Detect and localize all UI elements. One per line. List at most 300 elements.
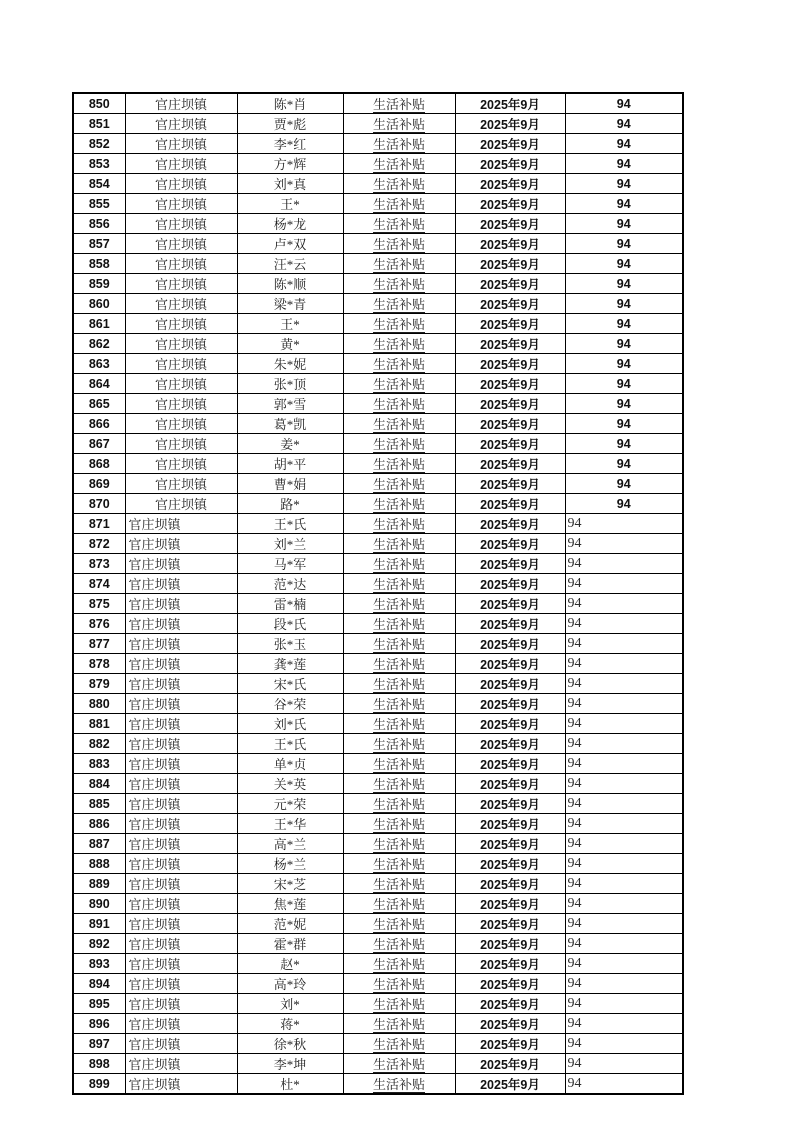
cell-seq: 871 bbox=[73, 514, 125, 534]
table-row bbox=[73, 874, 683, 894]
table-row bbox=[73, 234, 683, 254]
cell-type: 生活补贴 bbox=[343, 794, 455, 814]
cell-month: 2025年9月 bbox=[455, 454, 565, 474]
cell-amount: 94 bbox=[565, 234, 683, 254]
cell-type: 生活补贴 bbox=[343, 374, 455, 394]
cell-month: 2025年9月 bbox=[455, 934, 565, 954]
table-row bbox=[73, 694, 683, 714]
table-row bbox=[73, 674, 683, 694]
cell-name: 姜* bbox=[237, 434, 343, 454]
table-row bbox=[73, 774, 683, 794]
cell-town: 官庄坝镇 bbox=[125, 1074, 237, 1095]
table-row bbox=[73, 254, 683, 274]
cell-type: 生活补贴 bbox=[343, 454, 455, 474]
cell-month: 2025年9月 bbox=[455, 914, 565, 934]
cell-town: 官庄坝镇 bbox=[125, 974, 237, 994]
cell-type: 生活补贴 bbox=[343, 854, 455, 874]
cell-town: 官庄坝镇 bbox=[125, 694, 237, 714]
cell-month: 2025年9月 bbox=[455, 734, 565, 754]
cell-name: 黄* bbox=[237, 334, 343, 354]
cell-month: 2025年9月 bbox=[455, 874, 565, 894]
cell-type: 生活补贴 bbox=[343, 1054, 455, 1074]
cell-type: 生活补贴 bbox=[343, 874, 455, 894]
cell-amount: 94 bbox=[565, 93, 683, 114]
cell-seq: 860 bbox=[73, 294, 125, 314]
cell-amount: 94 bbox=[565, 674, 683, 694]
cell-seq: 855 bbox=[73, 194, 125, 214]
cell-month: 2025年9月 bbox=[455, 414, 565, 434]
table-row bbox=[73, 134, 683, 154]
cell-amount: 94 bbox=[565, 494, 683, 514]
cell-town: 官庄坝镇 bbox=[125, 234, 237, 254]
cell-seq: 886 bbox=[73, 814, 125, 834]
cell-town: 官庄坝镇 bbox=[125, 574, 237, 594]
cell-type: 生活补贴 bbox=[343, 254, 455, 274]
cell-month: 2025年9月 bbox=[455, 474, 565, 494]
cell-seq: 869 bbox=[73, 474, 125, 494]
cell-name: 马*军 bbox=[237, 554, 343, 574]
table-row bbox=[73, 714, 683, 734]
cell-seq: 874 bbox=[73, 574, 125, 594]
table-row bbox=[73, 434, 683, 454]
cell-type: 生活补贴 bbox=[343, 714, 455, 734]
cell-type: 生活补贴 bbox=[343, 434, 455, 454]
cell-seq: 883 bbox=[73, 754, 125, 774]
cell-town: 官庄坝镇 bbox=[125, 634, 237, 654]
cell-month: 2025年9月 bbox=[455, 274, 565, 294]
cell-amount: 94 bbox=[565, 454, 683, 474]
cell-type: 生活补贴 bbox=[343, 974, 455, 994]
cell-name: 元*荣 bbox=[237, 794, 343, 814]
cell-type: 生活补贴 bbox=[343, 594, 455, 614]
cell-amount: 94 bbox=[565, 614, 683, 634]
cell-month: 2025年9月 bbox=[455, 574, 565, 594]
table-row bbox=[73, 1074, 683, 1095]
cell-month: 2025年9月 bbox=[455, 1074, 565, 1095]
cell-month: 2025年9月 bbox=[455, 654, 565, 674]
cell-seq: 857 bbox=[73, 234, 125, 254]
cell-seq: 866 bbox=[73, 414, 125, 434]
cell-name: 赵* bbox=[237, 954, 343, 974]
table-row bbox=[73, 614, 683, 634]
cell-month: 2025年9月 bbox=[455, 134, 565, 154]
cell-amount: 94 bbox=[565, 154, 683, 174]
table-row bbox=[73, 1054, 683, 1074]
cell-month: 2025年9月 bbox=[455, 534, 565, 554]
cell-town: 官庄坝镇 bbox=[125, 774, 237, 794]
cell-month: 2025年9月 bbox=[455, 594, 565, 614]
cell-type: 生活补贴 bbox=[343, 934, 455, 954]
cell-type: 生活补贴 bbox=[343, 894, 455, 914]
cell-type: 生活补贴 bbox=[343, 214, 455, 234]
cell-seq: 861 bbox=[73, 314, 125, 334]
cell-name: 刘*真 bbox=[237, 174, 343, 194]
cell-type: 生活补贴 bbox=[343, 234, 455, 254]
cell-month: 2025年9月 bbox=[455, 894, 565, 914]
table-row bbox=[73, 994, 683, 1014]
cell-amount: 94 bbox=[565, 554, 683, 574]
cell-town: 官庄坝镇 bbox=[125, 374, 237, 394]
cell-town: 官庄坝镇 bbox=[125, 214, 237, 234]
cell-type: 生活补贴 bbox=[343, 834, 455, 854]
cell-name: 汪*云 bbox=[237, 254, 343, 274]
cell-type: 生活补贴 bbox=[343, 93, 455, 114]
cell-month: 2025年9月 bbox=[455, 93, 565, 114]
cell-town: 官庄坝镇 bbox=[125, 454, 237, 474]
cell-town: 官庄坝镇 bbox=[125, 394, 237, 414]
cell-name: 卢*双 bbox=[237, 234, 343, 254]
cell-seq: 868 bbox=[73, 454, 125, 474]
cell-town: 官庄坝镇 bbox=[125, 614, 237, 634]
cell-town: 官庄坝镇 bbox=[125, 854, 237, 874]
cell-type: 生活补贴 bbox=[343, 1034, 455, 1054]
cell-name: 焦*莲 bbox=[237, 894, 343, 914]
cell-type: 生活补贴 bbox=[343, 334, 455, 354]
cell-seq: 863 bbox=[73, 354, 125, 374]
cell-seq: 882 bbox=[73, 734, 125, 754]
cell-type: 生活补贴 bbox=[343, 274, 455, 294]
cell-name: 谷*荣 bbox=[237, 694, 343, 714]
cell-seq: 859 bbox=[73, 274, 125, 294]
cell-amount: 94 bbox=[565, 274, 683, 294]
cell-type: 生活补贴 bbox=[343, 494, 455, 514]
cell-name: 杨*龙 bbox=[237, 214, 343, 234]
cell-town: 官庄坝镇 bbox=[125, 554, 237, 574]
table-row bbox=[73, 93, 683, 114]
cell-type: 生活补贴 bbox=[343, 474, 455, 494]
cell-name: 王*氏 bbox=[237, 514, 343, 534]
table-row bbox=[73, 794, 683, 814]
cell-type: 生活补贴 bbox=[343, 554, 455, 574]
table-row bbox=[73, 594, 683, 614]
cell-amount: 94 bbox=[565, 794, 683, 814]
cell-town: 官庄坝镇 bbox=[125, 674, 237, 694]
table-row bbox=[73, 634, 683, 654]
cell-amount: 94 bbox=[565, 1014, 683, 1034]
cell-town: 官庄坝镇 bbox=[125, 594, 237, 614]
cell-amount: 94 bbox=[565, 434, 683, 454]
cell-name: 宋*芝 bbox=[237, 874, 343, 894]
table-row bbox=[73, 174, 683, 194]
cell-town: 官庄坝镇 bbox=[125, 254, 237, 274]
cell-name: 宋*氏 bbox=[237, 674, 343, 694]
table-row bbox=[73, 754, 683, 774]
cell-amount: 94 bbox=[565, 954, 683, 974]
table-row bbox=[73, 834, 683, 854]
cell-town: 官庄坝镇 bbox=[125, 334, 237, 354]
cell-town: 官庄坝镇 bbox=[125, 174, 237, 194]
cell-amount: 94 bbox=[565, 734, 683, 754]
cell-name: 梁*青 bbox=[237, 294, 343, 314]
table-row bbox=[73, 854, 683, 874]
table-row bbox=[73, 914, 683, 934]
cell-seq: 856 bbox=[73, 214, 125, 234]
cell-name: 王* bbox=[237, 314, 343, 334]
cell-amount: 94 bbox=[565, 834, 683, 854]
cell-month: 2025年9月 bbox=[455, 714, 565, 734]
cell-amount: 94 bbox=[565, 534, 683, 554]
cell-amount: 94 bbox=[565, 194, 683, 214]
cell-month: 2025年9月 bbox=[455, 814, 565, 834]
cell-month: 2025年9月 bbox=[455, 974, 565, 994]
table-row bbox=[73, 654, 683, 674]
cell-type: 生活补贴 bbox=[343, 294, 455, 314]
cell-month: 2025年9月 bbox=[455, 634, 565, 654]
cell-town: 官庄坝镇 bbox=[125, 714, 237, 734]
table-row bbox=[73, 734, 683, 754]
cell-town: 官庄坝镇 bbox=[125, 814, 237, 834]
cell-type: 生活补贴 bbox=[343, 734, 455, 754]
cell-month: 2025年9月 bbox=[455, 334, 565, 354]
cell-amount: 94 bbox=[565, 874, 683, 894]
cell-amount: 94 bbox=[565, 814, 683, 834]
cell-name: 胡*平 bbox=[237, 454, 343, 474]
cell-town: 官庄坝镇 bbox=[125, 434, 237, 454]
table-row bbox=[73, 974, 683, 994]
cell-seq: 876 bbox=[73, 614, 125, 634]
cell-amount: 94 bbox=[565, 754, 683, 774]
table-row bbox=[73, 314, 683, 334]
table-row bbox=[73, 514, 683, 534]
cell-amount: 94 bbox=[565, 374, 683, 394]
cell-month: 2025年9月 bbox=[455, 254, 565, 274]
table-row bbox=[73, 114, 683, 134]
cell-town: 官庄坝镇 bbox=[125, 194, 237, 214]
cell-month: 2025年9月 bbox=[455, 194, 565, 214]
cell-month: 2025年9月 bbox=[455, 834, 565, 854]
cell-amount: 94 bbox=[565, 394, 683, 414]
cell-type: 生活补贴 bbox=[343, 634, 455, 654]
cell-town: 官庄坝镇 bbox=[125, 474, 237, 494]
cell-name: 高*玲 bbox=[237, 974, 343, 994]
cell-town: 官庄坝镇 bbox=[125, 874, 237, 894]
cell-amount: 94 bbox=[565, 214, 683, 234]
cell-town: 官庄坝镇 bbox=[125, 1054, 237, 1074]
cell-town: 官庄坝镇 bbox=[125, 154, 237, 174]
cell-amount: 94 bbox=[565, 594, 683, 614]
cell-name: 陈*肖 bbox=[237, 93, 343, 114]
cell-amount: 94 bbox=[565, 354, 683, 374]
cell-amount: 94 bbox=[565, 134, 683, 154]
cell-name: 蒋* bbox=[237, 1014, 343, 1034]
cell-amount: 94 bbox=[565, 174, 683, 194]
cell-seq: 853 bbox=[73, 154, 125, 174]
cell-month: 2025年9月 bbox=[455, 794, 565, 814]
cell-month: 2025年9月 bbox=[455, 1054, 565, 1074]
cell-type: 生活补贴 bbox=[343, 754, 455, 774]
cell-month: 2025年9月 bbox=[455, 434, 565, 454]
cell-name: 杨*兰 bbox=[237, 854, 343, 874]
cell-name: 雷*楠 bbox=[237, 594, 343, 614]
table-row bbox=[73, 194, 683, 214]
cell-name: 王*华 bbox=[237, 814, 343, 834]
cell-town: 官庄坝镇 bbox=[125, 414, 237, 434]
cell-seq: 878 bbox=[73, 654, 125, 674]
cell-name: 高*兰 bbox=[237, 834, 343, 854]
table-row bbox=[73, 494, 683, 514]
cell-month: 2025年9月 bbox=[455, 214, 565, 234]
cell-amount: 94 bbox=[565, 514, 683, 534]
cell-seq: 864 bbox=[73, 374, 125, 394]
cell-town: 官庄坝镇 bbox=[125, 794, 237, 814]
cell-amount: 94 bbox=[565, 1074, 683, 1095]
cell-type: 生活补贴 bbox=[343, 514, 455, 534]
cell-name: 方*辉 bbox=[237, 154, 343, 174]
cell-seq: 890 bbox=[73, 894, 125, 914]
cell-seq: 865 bbox=[73, 394, 125, 414]
cell-town: 官庄坝镇 bbox=[125, 314, 237, 334]
cell-town: 官庄坝镇 bbox=[125, 114, 237, 134]
cell-town: 官庄坝镇 bbox=[125, 514, 237, 534]
cell-month: 2025年9月 bbox=[455, 674, 565, 694]
cell-seq: 880 bbox=[73, 694, 125, 714]
cell-amount: 94 bbox=[565, 694, 683, 714]
cell-month: 2025年9月 bbox=[455, 294, 565, 314]
cell-month: 2025年9月 bbox=[455, 954, 565, 974]
cell-amount: 94 bbox=[565, 914, 683, 934]
cell-town: 官庄坝镇 bbox=[125, 354, 237, 374]
cell-month: 2025年9月 bbox=[455, 1034, 565, 1054]
cell-amount: 94 bbox=[565, 894, 683, 914]
cell-type: 生活补贴 bbox=[343, 1014, 455, 1034]
cell-seq: 872 bbox=[73, 534, 125, 554]
cell-month: 2025年9月 bbox=[455, 234, 565, 254]
table-row bbox=[73, 1034, 683, 1054]
cell-name: 葛*凯 bbox=[237, 414, 343, 434]
cell-type: 生活补贴 bbox=[343, 534, 455, 554]
cell-name: 张*顶 bbox=[237, 374, 343, 394]
cell-amount: 94 bbox=[565, 714, 683, 734]
cell-amount: 94 bbox=[565, 334, 683, 354]
cell-town: 官庄坝镇 bbox=[125, 274, 237, 294]
cell-type: 生活补贴 bbox=[343, 574, 455, 594]
cell-seq: 884 bbox=[73, 774, 125, 794]
table-row bbox=[73, 894, 683, 914]
cell-town: 官庄坝镇 bbox=[125, 294, 237, 314]
cell-seq: 867 bbox=[73, 434, 125, 454]
cell-type: 生活补贴 bbox=[343, 134, 455, 154]
cell-month: 2025年9月 bbox=[455, 1014, 565, 1034]
cell-seq: 896 bbox=[73, 1014, 125, 1034]
cell-name: 范*妮 bbox=[237, 914, 343, 934]
cell-seq: 894 bbox=[73, 974, 125, 994]
cell-month: 2025年9月 bbox=[455, 994, 565, 1014]
cell-type: 生活补贴 bbox=[343, 614, 455, 634]
cell-type: 生活补贴 bbox=[343, 174, 455, 194]
table-row bbox=[73, 354, 683, 374]
cell-seq: 875 bbox=[73, 594, 125, 614]
cell-seq: 891 bbox=[73, 914, 125, 934]
cell-amount: 94 bbox=[565, 114, 683, 134]
cell-seq: 887 bbox=[73, 834, 125, 854]
cell-town: 官庄坝镇 bbox=[125, 134, 237, 154]
cell-seq: 852 bbox=[73, 134, 125, 154]
cell-type: 生活补贴 bbox=[343, 414, 455, 434]
table-row bbox=[73, 474, 683, 494]
cell-month: 2025年9月 bbox=[455, 174, 565, 194]
cell-month: 2025年9月 bbox=[455, 554, 565, 574]
cell-seq: 895 bbox=[73, 994, 125, 1014]
cell-seq: 862 bbox=[73, 334, 125, 354]
cell-name: 王* bbox=[237, 194, 343, 214]
cell-seq: 898 bbox=[73, 1054, 125, 1074]
cell-name: 范*达 bbox=[237, 574, 343, 594]
cell-town: 官庄坝镇 bbox=[125, 994, 237, 1014]
cell-type: 生活补贴 bbox=[343, 914, 455, 934]
cell-town: 官庄坝镇 bbox=[125, 93, 237, 114]
cell-name: 王*氏 bbox=[237, 734, 343, 754]
cell-type: 生活补贴 bbox=[343, 814, 455, 834]
cell-seq: 879 bbox=[73, 674, 125, 694]
cell-type: 生活补贴 bbox=[343, 394, 455, 414]
cell-type: 生活补贴 bbox=[343, 674, 455, 694]
cell-name: 李*坤 bbox=[237, 1054, 343, 1074]
cell-amount: 94 bbox=[565, 934, 683, 954]
cell-type: 生活补贴 bbox=[343, 694, 455, 714]
cell-amount: 94 bbox=[565, 294, 683, 314]
cell-town: 官庄坝镇 bbox=[125, 494, 237, 514]
table-row bbox=[73, 294, 683, 314]
cell-amount: 94 bbox=[565, 474, 683, 494]
cell-type: 生活补贴 bbox=[343, 1074, 455, 1095]
cell-town: 官庄坝镇 bbox=[125, 1034, 237, 1054]
table-row bbox=[73, 554, 683, 574]
cell-month: 2025年9月 bbox=[455, 694, 565, 714]
table-row bbox=[73, 374, 683, 394]
cell-town: 官庄坝镇 bbox=[125, 934, 237, 954]
cell-name: 段*氏 bbox=[237, 614, 343, 634]
cell-town: 官庄坝镇 bbox=[125, 754, 237, 774]
cell-seq: 850 bbox=[73, 93, 125, 114]
cell-name: 杜* bbox=[237, 1074, 343, 1095]
cell-name: 郭*雪 bbox=[237, 394, 343, 414]
table-row bbox=[73, 1014, 683, 1034]
table-row bbox=[73, 534, 683, 554]
cell-type: 生活补贴 bbox=[343, 314, 455, 334]
cell-amount: 94 bbox=[565, 254, 683, 274]
cell-amount: 94 bbox=[565, 854, 683, 874]
cell-amount: 94 bbox=[565, 774, 683, 794]
cell-amount: 94 bbox=[565, 994, 683, 1014]
cell-name: 曹*娟 bbox=[237, 474, 343, 494]
cell-name: 陈*顺 bbox=[237, 274, 343, 294]
cell-name: 路* bbox=[237, 494, 343, 514]
cell-type: 生活补贴 bbox=[343, 994, 455, 1014]
cell-town: 官庄坝镇 bbox=[125, 954, 237, 974]
cell-type: 生活补贴 bbox=[343, 654, 455, 674]
cell-month: 2025年9月 bbox=[455, 754, 565, 774]
cell-seq: 892 bbox=[73, 934, 125, 954]
cell-name: 刘* bbox=[237, 994, 343, 1014]
table-row bbox=[73, 954, 683, 974]
table-row bbox=[73, 934, 683, 954]
cell-town: 官庄坝镇 bbox=[125, 894, 237, 914]
cell-name: 单*贞 bbox=[237, 754, 343, 774]
cell-name: 刘*兰 bbox=[237, 534, 343, 554]
cell-town: 官庄坝镇 bbox=[125, 734, 237, 754]
table-row bbox=[73, 154, 683, 174]
cell-amount: 94 bbox=[565, 574, 683, 594]
cell-seq: 885 bbox=[73, 794, 125, 814]
cell-amount: 94 bbox=[565, 654, 683, 674]
cell-seq: 881 bbox=[73, 714, 125, 734]
cell-amount: 94 bbox=[565, 634, 683, 654]
subsidy-table bbox=[72, 92, 684, 1095]
cell-type: 生活补贴 bbox=[343, 954, 455, 974]
cell-month: 2025年9月 bbox=[455, 154, 565, 174]
cell-seq: 873 bbox=[73, 554, 125, 574]
cell-seq: 870 bbox=[73, 494, 125, 514]
